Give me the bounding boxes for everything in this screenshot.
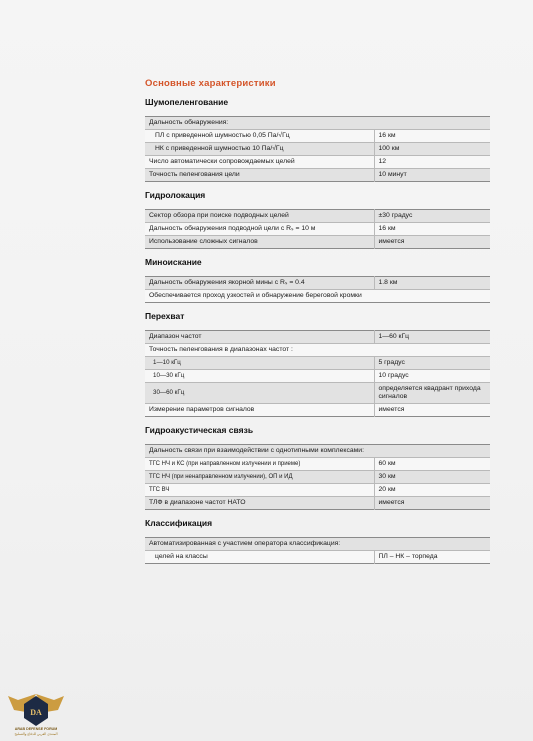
section-title: Гидролокация [145,190,206,200]
section-title: Классификация [145,518,213,528]
row-label: Точность пеленгования в диапазонах частот : [145,344,490,357]
row-value: 12 [374,156,490,169]
table-row [145,471,490,484]
row-label: Число автоматически сопровождаемых целей [145,156,374,169]
spec-table [145,444,490,510]
row-label: ПЛ с приведенной шумностью 0,05 Па/√Гц [145,130,374,143]
table-row [145,277,490,290]
row-label: Дальность обнаружения подводной цели с Rₛ = 10 м [145,223,374,236]
row-value: 1—60 кГц [374,331,490,344]
table-row [145,143,490,156]
table-row [145,551,490,564]
row-value: ПЛ – НК – торпеда [374,551,490,564]
table-row [145,236,490,249]
row-value: 16 км [374,223,490,236]
row-label: целей на классы [145,551,374,564]
row-label: ТГС НЧ и КС (при направленном излучении и приеме) [145,458,374,471]
row-label: Измерение параметров сигналов [145,404,374,417]
row-value: ±30 градус [374,210,490,223]
table-row [145,497,490,510]
row-value: 16 км [374,130,490,143]
table-row [145,458,490,471]
row-value: 1.8 км [374,277,490,290]
table-row [145,290,490,303]
spec-table [145,276,490,303]
spec-table [145,116,490,182]
row-label: 1—10 кГц [145,357,374,370]
row-label: Использование сложных сигналов [145,236,374,249]
row-value: имеется [374,404,490,417]
row-label: ТГС ВЧ [145,484,374,497]
logo-title: ARAB DEFENSE FORUM [14,727,58,731]
spec-table [145,209,490,249]
row-label: 30—60 кГц [145,383,374,404]
sections-container [145,97,490,564]
section-title: Шумопеленгование [145,97,229,107]
table-row [145,370,490,383]
section-title: Миноискание [145,257,202,267]
row-label: Дальность обнаружения: [145,117,490,130]
table-row [145,445,490,458]
table-row [145,156,490,169]
section-title: Гидроакустическая связь [145,425,254,435]
row-label: НК с приведенной шумностью 10 Па/√Гц [145,143,374,156]
row-value: 10 минут [374,169,490,182]
table-row [145,223,490,236]
spec-table [145,537,490,564]
row-label: Диапазон частот [145,331,374,344]
table-row [145,130,490,143]
logo-subtitle: المنتدى العربي للدفاع والتسليح [14,732,58,736]
row-value: определяется квадрант прихода сигналов [374,383,490,404]
table-row [145,404,490,417]
row-label: Автоматизированная с участием оператора классификация: [145,538,490,551]
table-row [145,344,490,357]
row-value: имеется [374,236,490,249]
table-row [145,210,490,223]
table-row [145,383,490,404]
row-label: ТЛФ в диапазоне частот НАТО [145,497,374,510]
row-label: Дальность связи при взаимодействии с однотипными комплексами: [145,445,490,458]
table-row [145,169,490,182]
row-label: 10—30 кГц [145,370,374,383]
table-row [145,538,490,551]
row-label: Обеспечивается проход узкостей и обнаружение береговой кромки [145,290,490,303]
table-row [145,357,490,370]
row-value: имеется [374,497,490,510]
row-value: 100 км [374,143,490,156]
main-heading: Основные характеристики [145,78,276,89]
row-label: Точность пеленгования цели [145,169,374,182]
table-row [145,117,490,130]
logo-mark: DA [30,708,42,717]
table-row [145,331,490,344]
row-label: Сектор обзора при поиске подводных целей [145,210,374,223]
spec-table [145,330,490,417]
row-label: ТГС НЧ (при ненаправленном излучении), ОП и ИД [145,471,374,484]
section-title: Перехват [145,311,185,321]
row-value: 5 градус [374,357,490,370]
table-row [145,484,490,497]
row-value: 30 км [374,471,490,484]
spec-document [145,78,490,572]
row-value: 20 км [374,484,490,497]
row-value: 10 градус [374,370,490,383]
row-label: Дальность обнаружения якорной мины с Rₛ = 0.4 [145,277,374,290]
row-value: 60 км [374,458,490,471]
